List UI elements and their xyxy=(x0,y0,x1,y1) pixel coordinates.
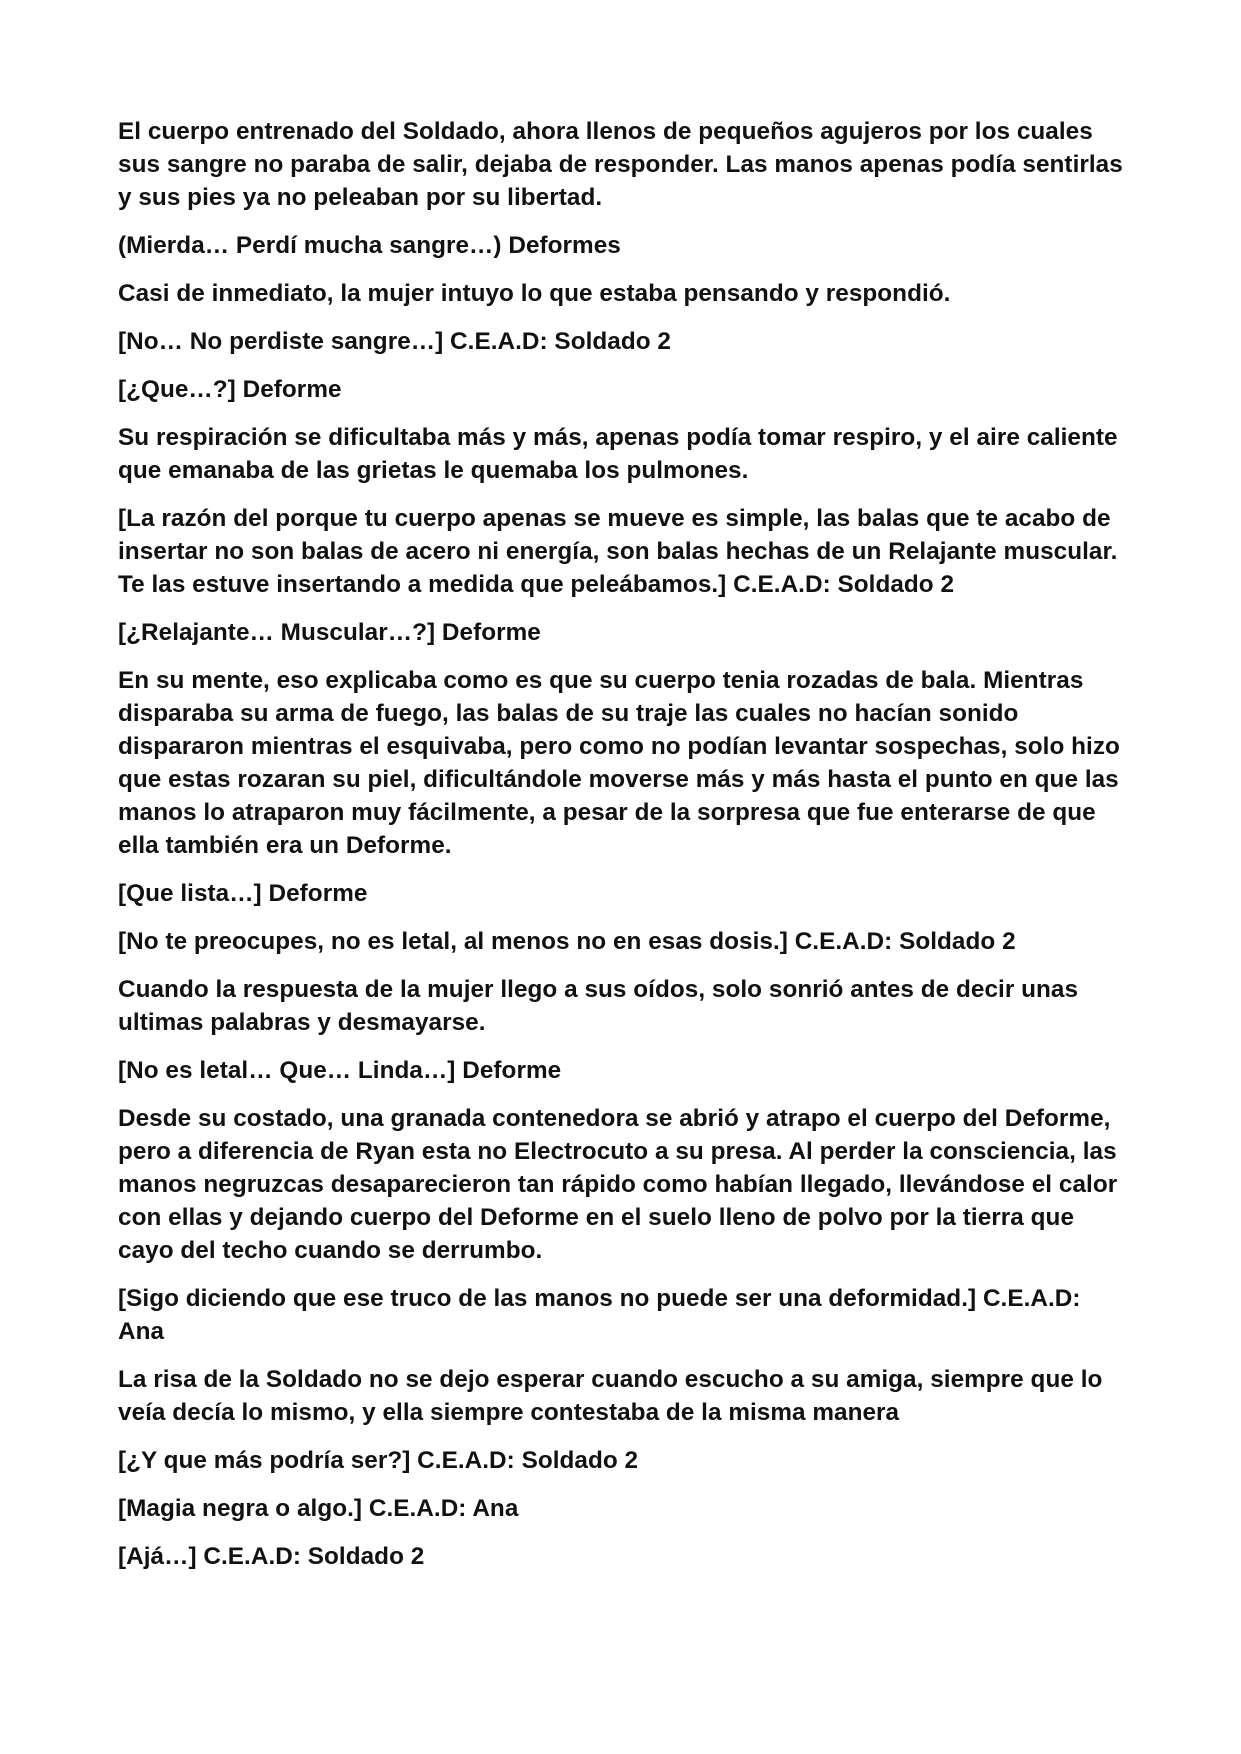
paragraph-4: [No… No perdiste sangre…] C.E.A.D: Soldado 2 xyxy=(118,328,671,355)
paragraph-12: Cuando la respuesta de la mujer llego a sus oídos, solo sonrió antes de decir unas ultimas palabras y desmayarse. xyxy=(118,976,1079,1036)
paragraph-8: [¿Relajante… Muscular…?] Deforme xyxy=(118,619,541,646)
paragraph-13: [No es letal… Que… Linda…] Deforme xyxy=(118,1057,562,1084)
paragraph-10: [Que lista…] Deforme xyxy=(118,880,368,907)
document-body xyxy=(118,115,1128,1588)
paragraph-5: [¿Que…?] Deforme xyxy=(118,376,342,403)
paragraph-7: [La razón del porque tu cuerpo apenas se mueve es simple, las balas que te acabo de insertar no son balas de acero ni energía, son balas hechas de un Relajante muscular. Te las estuve insertando a medida que peleábamos.] C.E.A.D: Soldado 2 xyxy=(118,505,1118,598)
paragraph-3: Casi de inmediato, la mujer intuyo lo que estaba pensando y respondió. xyxy=(118,280,951,307)
paragraph-17: [¿Y que más podría ser?] C.E.A.D: Soldado 2 xyxy=(118,1447,639,1474)
paragraph-19: [Ajá…] C.E.A.D: Soldado 2 xyxy=(118,1543,425,1570)
paragraph-18: [Magia negra o algo.] C.E.A.D: Ana xyxy=(118,1495,519,1522)
paragraph-11: [No te preocupes, no es letal, al menos no en esas dosis.] C.E.A.D: Soldado 2 xyxy=(118,928,1016,955)
paragraph-15: [Sigo diciendo que ese truco de las manos no puede ser una deformidad.] C.E.A.D: Ana xyxy=(118,1285,1081,1345)
paragraph-9: En su mente, eso explicaba como es que su cuerpo tenia rozadas de bala. Mientras disparaba su arma de fuego, las balas de su traje las cuales no hacían sonido dispararon mientras el esquivaba, pero como no podían levantar sospechas, solo hizo que estas rozaran su piel, dificultándole moverse más y más hasta el punto en que las manos lo atraparon muy fácilmente, a pesar de la sorpresa que fue enterarse de que ella también era un Deforme. xyxy=(118,667,1120,859)
paragraph-1: El cuerpo entrenado del Soldado, ahora llenos de pequeños agujeros por los cuales sus sangre no paraba de salir, dejaba de responder. Las manos apenas podía sentirlas y sus pies ya no peleaban por su libertad. xyxy=(118,118,1123,211)
paragraph-6: Su respiración se dificultaba más y más, apenas podía tomar respiro, y el aire caliente que emanaba de las grietas le quemaba los pulmones. xyxy=(118,424,1118,484)
paragraph-2: (Mierda… Perdí mucha sangre…) Deformes xyxy=(118,232,621,259)
paragraph-14: Desde su costado, una granada contenedora se abrió y atrapo el cuerpo del Deforme, pero a diferencia de Ryan esta no Electrocuto a su presa. Al perder la consciencia, las manos negruzcas desaparecieron tan rápido como habían llegado, llevándose el calor con ellas y dejando cuerpo del Deforme en el suelo lleno de polvo por la tierra que cayo del techo cuando se derrumbo. xyxy=(118,1105,1118,1264)
paragraph-16: La risa de la Soldado no se dejo esperar cuando escucho a su amiga, siempre que lo veía decía lo mismo, y ella siempre contestaba de la misma manera xyxy=(118,1366,1103,1426)
